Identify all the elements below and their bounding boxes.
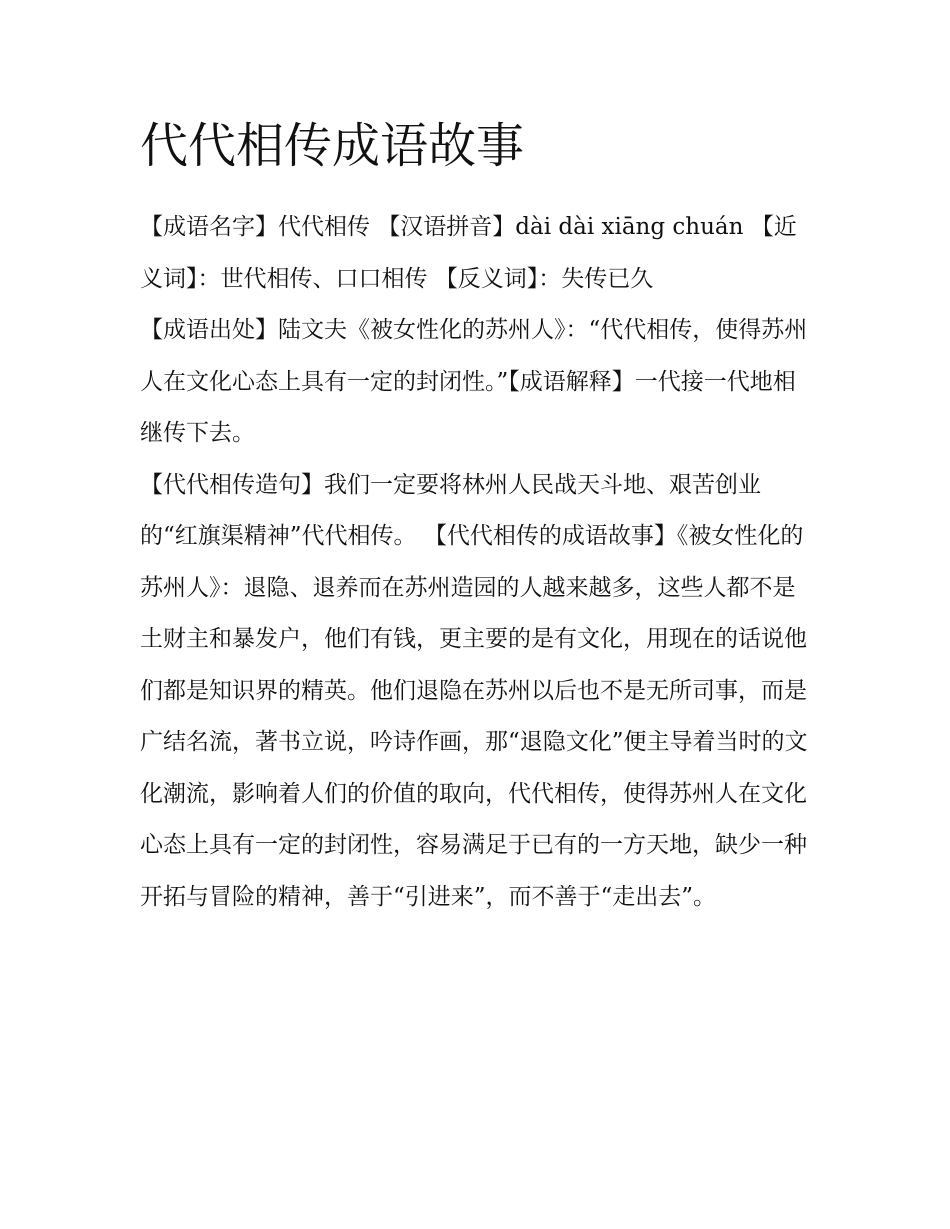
document-page	[140, 112, 812, 923]
paragraph-idiom-source: 【成语出处】陆文夫《被女性化的苏州人》：“代代相传，使得苏州人在文化心态上具有一定的封闭性。”【成语解释】一代接一代地相继传下去。	[140, 317, 808, 446]
document-title: 代代相传成语故事	[140, 118, 525, 174]
paragraph-idiom-info: 【成语名字】代代相传 【汉语拼音】dài dài xiāng chuán 【近义词】：世代相传、口口相传 【反义词】：失传已久	[140, 214, 797, 292]
paragraph-idiom-story: 【代代相传造句】我们一定要将林州人民战天斗地、艰苦创业的“红旗渠精神”代代相传。 【代代相传的成语故事】《被女性化的苏州人》：退隐、退养而在苏州造园的人越来越多，这些人都不是土财主和暴发户，他们有钱，更主要的是有文化，用现在的话说他们都是知识界的精英。他们退隐在苏州以后也不是无所司事，而是广结名流，著书立说，吟诗作画，那“退隐文化”便主导着当时的文化潮流，影响着人们的价值的取向，代代相传，使得苏州人在文化心态上具有一定的封闭性，容易满足于已有的一方天地，缺少一种开拓与冒险的精神，善于“引进来”，而不善于“走出去”。	[140, 471, 808, 910]
